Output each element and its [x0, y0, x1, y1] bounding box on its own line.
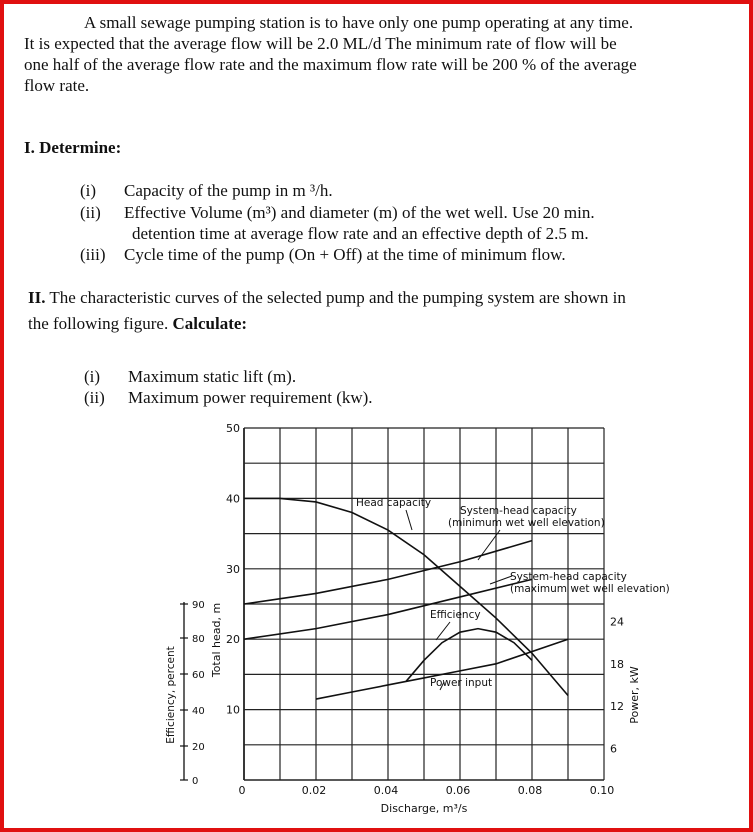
efficiency-tick-label: 20: [192, 742, 205, 753]
item-text: Maximum power requirement (kw).: [128, 388, 373, 407]
leader-line: [436, 622, 450, 640]
item-number: (i): [84, 367, 101, 386]
label-head-capacity: Head capacity: [356, 497, 432, 509]
section-2-calculate: Calculate:: [172, 314, 248, 333]
intro-line-3: one half of the average flow rate and the maximum flow rate will be 200 % of the average: [24, 55, 637, 74]
item-text: Capacity of the pump in m ³/h.: [124, 181, 333, 200]
section-2-text-2: the following figure.: [28, 314, 173, 333]
section-2-line-1: [28, 286, 626, 310]
chart-labels: [165, 422, 670, 815]
leader-line: [406, 510, 412, 530]
section-1-item-2: [80, 202, 595, 223]
item-text: detention time at average flow rate and an effective depth of 2.5 m.: [132, 224, 589, 243]
x-tick-label: 0.06: [445, 784, 471, 797]
label-power-input: Power input: [430, 677, 493, 689]
label-system-head-min: System-head capacity: [460, 505, 577, 517]
section-1-item-3: [80, 244, 566, 265]
power-tick-label: 12: [610, 700, 624, 714]
chart-grid: [180, 428, 604, 780]
problem-intro: [24, 12, 637, 96]
head-tick-label: 20: [226, 633, 240, 647]
efficiency-tick-label: 80: [192, 634, 205, 645]
head-axis-label: Total head, m: [210, 602, 223, 678]
head-tick-label: 30: [226, 562, 240, 576]
section-2-line-2: [28, 312, 247, 336]
section-1-item-1: [80, 180, 333, 201]
intro-line-1: A small sewage pumping station is to have only one pump operating at any time.: [84, 13, 634, 32]
series-line-3: [406, 629, 532, 682]
item-text: Effective Volume (m³) and diameter (m) of the wet well. Use 20 min.: [124, 203, 595, 222]
head-tick-label: 40: [226, 492, 240, 506]
section-2-number: II.: [28, 288, 46, 307]
intro-line-4: flow rate.: [24, 76, 90, 95]
x-tick-label: 0.08: [517, 784, 543, 797]
item-number: (ii): [84, 388, 105, 407]
power-tick-label: 24: [610, 615, 624, 629]
section-1-heading: I. Determine:: [24, 138, 122, 157]
label-system-head-max: System-head capacity: [510, 571, 627, 583]
item-text: Cycle time of the pump (On + Off) at the time of minimum flow.: [124, 245, 566, 264]
section-1-item-2-cont: [132, 223, 589, 244]
efficiency-tick-label: 60: [192, 670, 205, 681]
efficiency-axis-label: Efficiency, percent: [165, 646, 177, 744]
leader-line: [478, 530, 500, 560]
item-text: Maximum static lift (m).: [128, 367, 297, 386]
label-system-head-min-note: (minimum wet well elevation): [448, 517, 605, 529]
pump-curve-chart: [160, 410, 730, 820]
x-tick-label: 0.10: [589, 784, 615, 797]
label-system-head-max-note: (maximum wet well elevation): [510, 583, 670, 595]
efficiency-tick-label: 90: [192, 600, 205, 611]
item-number: (iii): [80, 245, 106, 264]
power-tick-label: 6: [610, 742, 617, 756]
item-number: (ii): [80, 203, 101, 222]
section-2-item-2: [84, 387, 373, 408]
section-2-text: The characteristic curves of the selected pump and the pumping system are shown in: [45, 288, 626, 307]
power-tick-label: 18: [610, 657, 624, 671]
x-tick-label: 0: [238, 784, 246, 797]
efficiency-tick-label: 40: [192, 706, 205, 717]
series-line-4: [316, 639, 568, 699]
label-efficiency: Efficiency: [430, 609, 481, 621]
head-tick-label: 50: [226, 422, 240, 435]
x-tick-label: 0.02: [301, 784, 327, 797]
x-tick-label: 0.04: [373, 784, 399, 797]
item-number: (i): [80, 181, 97, 200]
efficiency-tick-label: 0: [192, 776, 199, 787]
x-axis-label: Discharge, m³/s: [380, 802, 468, 815]
power-axis-label: Power, kW: [628, 666, 641, 724]
section-2-item-1: [84, 366, 296, 387]
head-tick-label: 10: [226, 703, 240, 717]
leader-line: [490, 576, 512, 584]
intro-line-2: It is expected that the average flow will be 2.0 ML/d The minimum rate of flow will be: [24, 34, 617, 53]
